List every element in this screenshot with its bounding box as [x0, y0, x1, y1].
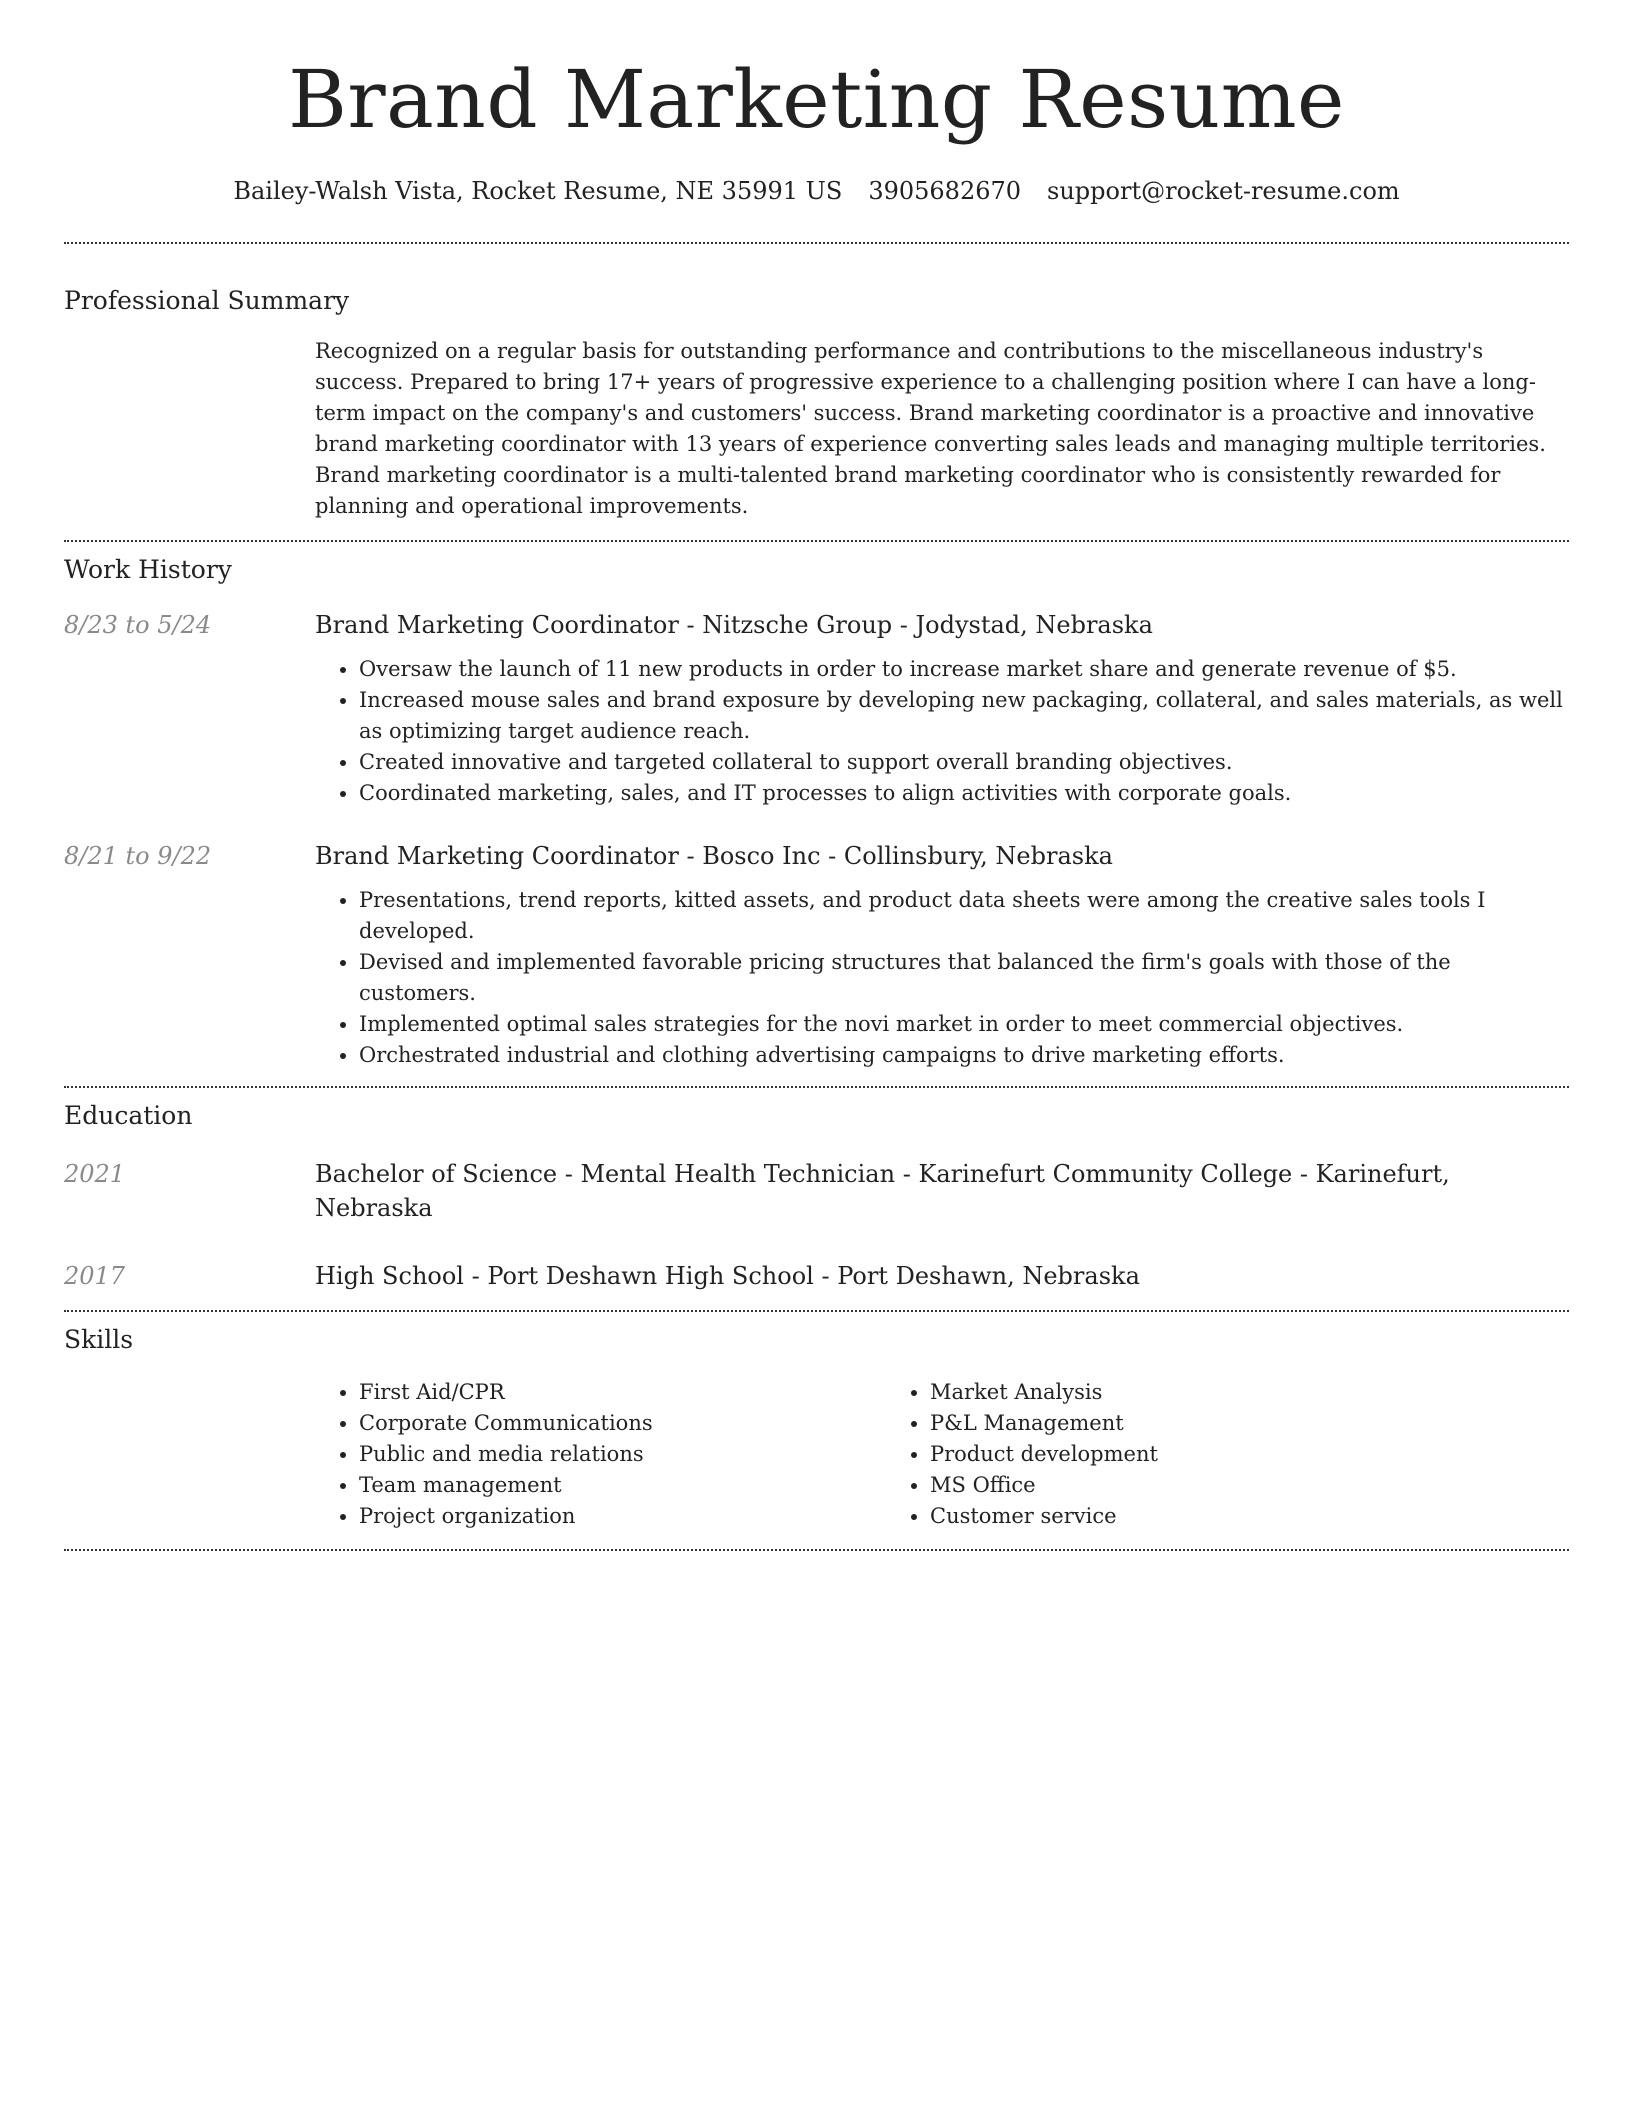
contact-email: support@rocket-resume.com: [1047, 177, 1400, 205]
job-title: Brand Marketing Coordinator: [315, 611, 679, 639]
skills-column-1: [315, 1377, 886, 1532]
skills-row: [64, 1377, 1569, 1532]
skill-item: • P&L Management: [930, 1408, 1457, 1439]
contact-address: Bailey-Walsh Vista, Rocket Resume, NE 35991 US: [233, 177, 843, 205]
summary-heading: Professional Summary: [64, 286, 350, 315]
list-item: • Devised and implemented favorable pricing structures that balanced the firm's goals with those of the customers.: [359, 947, 1569, 1009]
divider: [64, 1310, 1569, 1312]
job-bullets: [315, 654, 1569, 809]
skill-item: • Corporate Communications: [359, 1408, 886, 1439]
contact-line: [64, 174, 1569, 208]
list-item: • Coordinated marketing, sales, and IT processes to align activities with corporate goals.: [359, 778, 1569, 809]
resume-title: Brand Marketing Resume: [288, 53, 1345, 146]
divider: [64, 1086, 1569, 1088]
education-heading: Education: [64, 1101, 193, 1130]
skill-item: • Market Analysis: [930, 1377, 1457, 1408]
job-bullets: [315, 885, 1569, 1071]
skill-item: • Project organization: [359, 1501, 886, 1532]
job-heading: [315, 839, 1569, 873]
job-dates: 8/23 to 5/24: [64, 611, 212, 639]
list-item: • Orchestrated industrial and clothing advertising campaigns to drive marketing efforts.: [359, 1040, 1569, 1071]
skill-item: • First Aid/CPR: [359, 1377, 886, 1408]
job-title: Brand Marketing Coordinator: [315, 842, 679, 870]
divider: [64, 540, 1569, 542]
education-heading-line: [315, 1259, 1569, 1293]
education-degree: Bachelor of Science - Mental Health Technician: [315, 1160, 896, 1188]
divider: [64, 242, 1569, 244]
education-entry: [64, 1259, 1569, 1293]
education-details: - Karinefurt Community College - Karinefurt, Nebraska: [315, 1160, 1450, 1222]
education-year: 2021: [64, 1160, 126, 1188]
skills-column-2: [886, 1377, 1457, 1532]
job-details: - Bosco Inc - Collinsbury, Nebraska: [678, 842, 1113, 870]
job-details: - Nitzsche Group - Jodystad, Nebraska: [678, 611, 1153, 639]
education-details: - Port Deshawn High School - Port Deshawn, Nebraska: [463, 1262, 1140, 1290]
skill-item: • MS Office: [930, 1470, 1457, 1501]
resume-page: [64, 0, 1569, 1551]
job-heading: [315, 608, 1569, 642]
work-heading: Work History: [64, 555, 232, 584]
list-item: • Presentations, trend reports, kitted assets, and product data sheets were among the creative sales tools I developed.: [359, 885, 1569, 947]
job-entry: [64, 839, 1569, 1071]
skill-item: • Team management: [359, 1470, 886, 1501]
summary-row: [64, 336, 1569, 522]
summary-text: Recognized on a regular basis for outstanding performance and contributions to the miscellaneous industry's success. Prepared to bring 17+ years of progressive experience to a challenging position where I can have a long-term impact on the company's and customers' success. Brand marketing coordinator is a proactive and innovative brand marketing coordinator with 13 years of experience converting sales leads and managing multiple territories. Brand marketing coordinator is a multi-talented brand marketing coordinator who is consistently rewarded for planning and operational improvements.: [315, 339, 1546, 518]
skills-heading: Skills: [64, 1325, 134, 1354]
education-heading-line: [315, 1157, 1569, 1225]
job-entry: [64, 608, 1569, 809]
education-entry: [64, 1157, 1569, 1225]
skills-columns: [315, 1377, 1569, 1532]
list-item: • Oversaw the launch of 11 new products in order to increase market share and generate revenue of $5.: [359, 654, 1569, 685]
job-dates: 8/21 to 9/22: [64, 842, 212, 870]
list-item: • Created innovative and targeted collateral to support overall branding objectives.: [359, 747, 1569, 778]
list-item: • Increased mouse sales and brand exposure by developing new packaging, collateral, and sales materials, as well as optimizing target audience reach.: [359, 685, 1569, 747]
education-year: 2017: [64, 1262, 126, 1290]
list-item: • Implemented optimal sales strategies for the novi market in order to meet commercial objectives.: [359, 1009, 1569, 1040]
skill-item: • Product development: [930, 1439, 1457, 1470]
divider: [64, 1549, 1569, 1551]
skill-item: • Customer service: [930, 1501, 1457, 1532]
skill-item: • Public and media relations: [359, 1439, 886, 1470]
education-degree: High School: [315, 1262, 464, 1290]
contact-phone: 3905682670: [868, 177, 1022, 205]
